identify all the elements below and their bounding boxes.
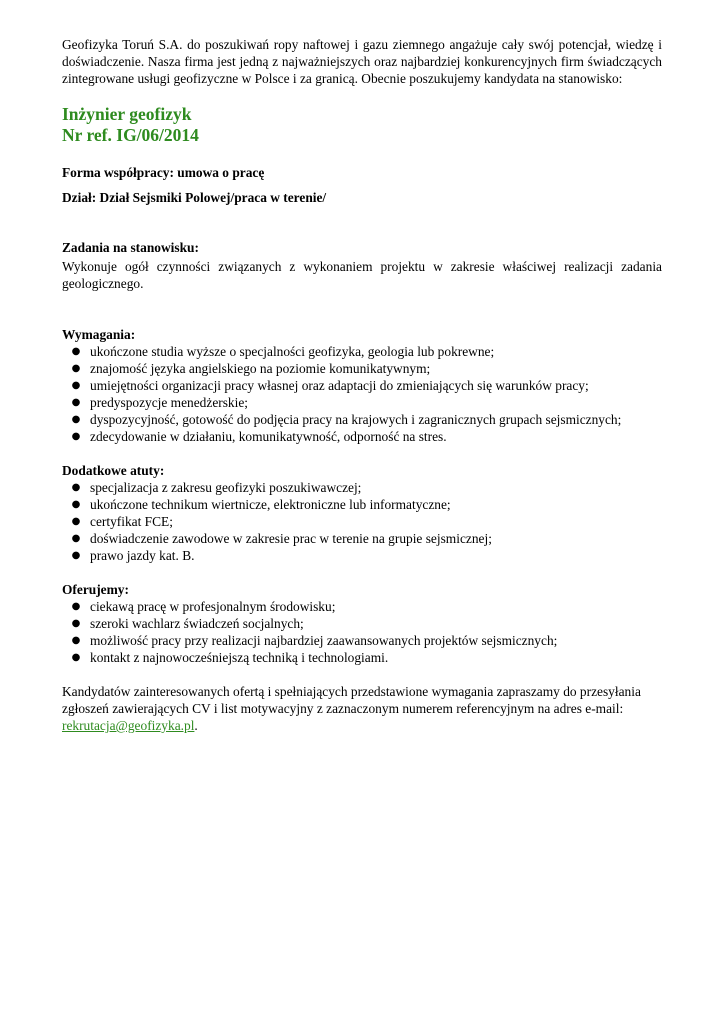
closing-text: Kandydatów zainteresowanych ofertą i spełniających przedstawione wymagania zapraszamy do przesyłania zgłoszeń zawierających CV i list motywacyjny z zaznaczonym numerem referencyjnym na adres e-mail: bbox=[62, 684, 641, 716]
list-item: ● umiejętności organizacji pracy własnej oraz adaptacji do zmieniających się warunków pracy; bbox=[62, 377, 662, 394]
list-item: ● doświadczenie zawodowe w zakresie prac w terenie na grupie sejsmicznej; bbox=[62, 530, 662, 547]
job-title-block bbox=[62, 104, 662, 146]
requirements-heading: Wymagania: bbox=[62, 327, 136, 342]
bullet-icon: ● bbox=[71, 533, 81, 544]
list-item: ● prawo jazdy kat. B. bbox=[62, 547, 662, 564]
list-item: ● zdecydowanie w działaniu, komunikatywność, odporność na stres. bbox=[62, 428, 662, 445]
closing-paragraph bbox=[62, 683, 662, 734]
tasks-text: Wykonuje ogół czynności związanych z wykonaniem projektu w zakresie właściwej realizacji zadania geologicznego. bbox=[62, 259, 662, 291]
bullet-icon: ● bbox=[71, 380, 81, 391]
list-item: ● ukończone technikum wiertnicze, elektroniczne lub informatyczne; bbox=[62, 496, 662, 513]
requirements-list bbox=[62, 343, 662, 445]
list-item: ● dyspozycyjność, gotowość do podjęcia pracy na krajowych i zagranicznych grupach sejsmicznych; bbox=[62, 411, 662, 428]
bullet-icon: ● bbox=[71, 499, 81, 510]
closing-suffix: . bbox=[194, 718, 198, 733]
extras-list bbox=[62, 479, 662, 564]
employment-form: Forma współpracy: umowa o pracę bbox=[62, 165, 265, 180]
document-page bbox=[62, 36, 662, 734]
offer-heading: Oferujemy: bbox=[62, 582, 129, 597]
list-item: ● możliwość pracy przy realizacji najbardziej zaawansowanych projektów sejsmicznych; bbox=[62, 632, 662, 649]
bullet-icon: ● bbox=[71, 346, 81, 357]
extras-heading: Dodatkowe atuty: bbox=[62, 463, 165, 478]
bullet-icon: ● bbox=[71, 482, 81, 493]
department: Dział: Dział Sejsmiki Polowej/praca w terenie/ bbox=[62, 190, 327, 205]
list-item: ● kontakt z najnowocześniejszą techniką i technologiami. bbox=[62, 649, 662, 666]
job-title: Inżynier geofizyk bbox=[62, 104, 192, 124]
bullet-icon: ● bbox=[71, 431, 81, 442]
bullet-icon: ● bbox=[71, 652, 81, 663]
list-item: ● ukończone studia wyższe o specjalności geofizyka, geologia lub pokrewne; bbox=[62, 343, 662, 360]
bullet-icon: ● bbox=[71, 601, 81, 612]
bullet-icon: ● bbox=[71, 397, 81, 408]
bullet-icon: ● bbox=[71, 550, 81, 561]
job-reference: Nr ref. IG/06/2014 bbox=[62, 125, 199, 145]
list-item: ● specjalizacja z zakresu geofizyki poszukiwawczej; bbox=[62, 479, 662, 496]
intro-paragraph: Geofizyka Toruń S.A. do poszukiwań ropy naftowej i gazu ziemnego angażuje cały swój potencjał, wiedzę i doświadczenie. Nasza firma jest jedną z najważniejszych oraz najbardziej konkurencyjnych firm świadczących zintegrowane usługi geofizyczne w Polsce i za granicą. Obecnie poszukujemy kandydata na stanowisko: bbox=[62, 37, 662, 86]
list-item: ● szeroki wachlarz świadczeń socjalnych; bbox=[62, 615, 662, 632]
bullet-icon: ● bbox=[71, 618, 81, 629]
list-item: ● certyfikat FCE; bbox=[62, 513, 662, 530]
offer-list bbox=[62, 598, 662, 666]
email-link[interactable]: rekrutacja@geofizyka.pl bbox=[62, 718, 195, 733]
tasks-heading: Zadania na stanowisku: bbox=[62, 240, 199, 255]
list-item: ● ciekawą pracę w profesjonalnym środowisku; bbox=[62, 598, 662, 615]
bullet-icon: ● bbox=[71, 635, 81, 646]
list-item: ● znajomość języka angielskiego na poziomie komunikatywnym; bbox=[62, 360, 662, 377]
bullet-icon: ● bbox=[71, 414, 81, 425]
list-item: ● predyspozycje menedżerskie; bbox=[62, 394, 662, 411]
bullet-icon: ● bbox=[71, 363, 81, 374]
bullet-icon: ● bbox=[71, 516, 81, 527]
